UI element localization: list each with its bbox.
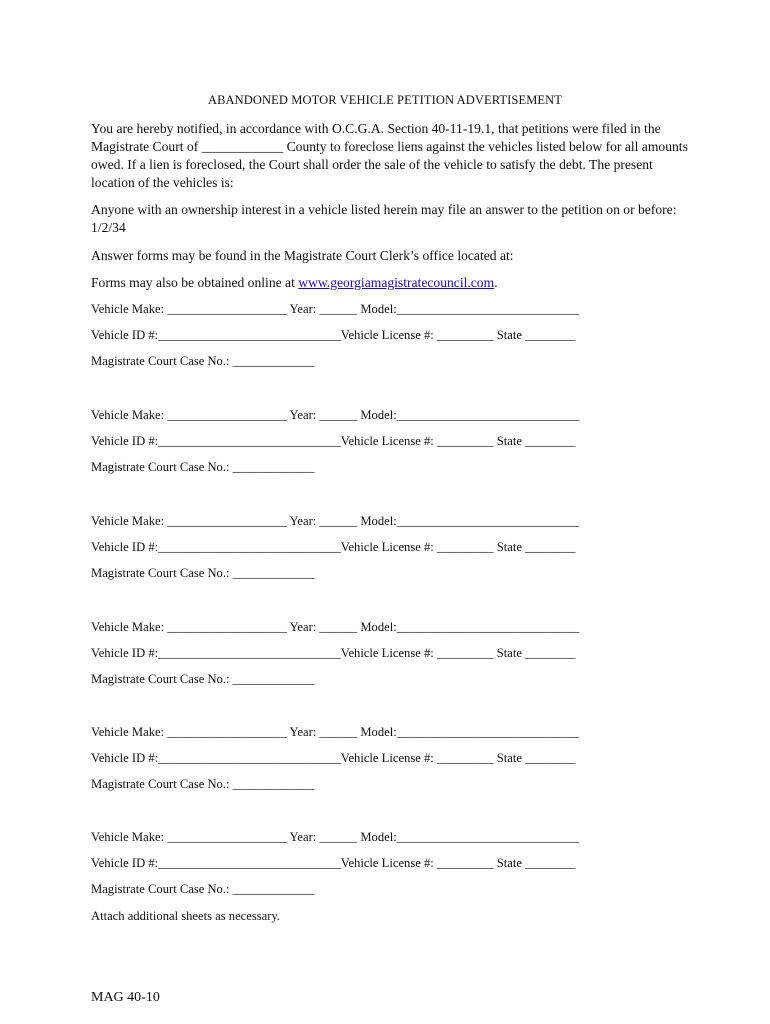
vehicle-make-year-model-line: Vehicle Make: ___________________ Year: ______ Model:_____________________________ (91, 514, 580, 528)
online-forms-suffix: . (494, 275, 498, 290)
vehicle-id-license-line: Vehicle ID #:_____________________________Vehicle License #: _________ State ________ (91, 328, 576, 342)
document-title: ABANDONED MOTOR VEHICLE PETITION ADVERTISEMENT (207, 93, 563, 107)
case-number-line: Magistrate Court Case No.: _____________ (91, 882, 315, 896)
vehicle-id-license-line: Vehicle ID #:_____________________________Vehicle License #: _________ State ________ (91, 856, 576, 870)
case-number-line: Magistrate Court Case No.: _____________ (91, 354, 315, 368)
answer-deadline-paragraph: Anyone with an ownership interest in a vehicle listed herein may file an answer to the petition on or before: 1/2/34 (91, 202, 677, 235)
vehicle-make-year-model-line: Vehicle Make: ___________________ Year: ______ Model:_____________________________ (91, 725, 580, 739)
online-forms-paragraph (91, 274, 691, 292)
vehicle-make-year-model-line: Vehicle Make: ___________________ Year: ______ Model:_____________________________ (91, 302, 580, 316)
vehicle-make-year-model-line: Vehicle Make: ___________________ Year: ______ Model:_____________________________ (91, 408, 580, 422)
vehicle-make-year-model-line: Vehicle Make: ___________________ Year: ______ Model:_____________________________ (91, 830, 580, 844)
form-number: MAG 40-10 (91, 990, 160, 1005)
vehicle-id-license-line: Vehicle ID #:_____________________________Vehicle License #: _________ State ________ (91, 540, 576, 554)
vehicle-id-license-line: Vehicle ID #:_____________________________Vehicle License #: _________ State ________ (91, 646, 576, 660)
online-forms-prefix: Forms may also be obtained online at (91, 275, 299, 290)
case-number-line: Magistrate Court Case No.: _____________ (91, 460, 315, 474)
vehicle-id-license-line: Vehicle ID #:_____________________________Vehicle License #: _________ State ________ (91, 751, 576, 765)
vehicle-make-year-model-line: Vehicle Make: ___________________ Year: ______ Model:_____________________________ (91, 620, 580, 634)
answer-forms-paragraph: Answer forms may be found in the Magistrate Court Clerk’s office located at: (91, 248, 514, 263)
case-number-line: Magistrate Court Case No.: _____________ (91, 672, 315, 686)
case-number-line: Magistrate Court Case No.: _____________ (91, 777, 315, 791)
notice-paragraph: You are hereby notified, in accordance with O.C.G.A. Section 40-11-19.1, that petitions were filed in the Magistrate Court of ____________ County to foreclose liens against the vehicles listed below for all amounts owed. If a lien is foreclosed, the Court shall order the sale of the vehicle to satisfy the debt. The present location of the vehicles is: (91, 121, 688, 190)
attach-sheets-note: Attach additional sheets as necessary. (91, 909, 281, 923)
vehicle-id-license-line: Vehicle ID #:_____________________________Vehicle License #: _________ State ________ (91, 434, 576, 448)
council-website-link[interactable]: www.georgiamagistratecouncil.com (298, 275, 495, 290)
case-number-line: Magistrate Court Case No.: _____________ (91, 566, 315, 580)
